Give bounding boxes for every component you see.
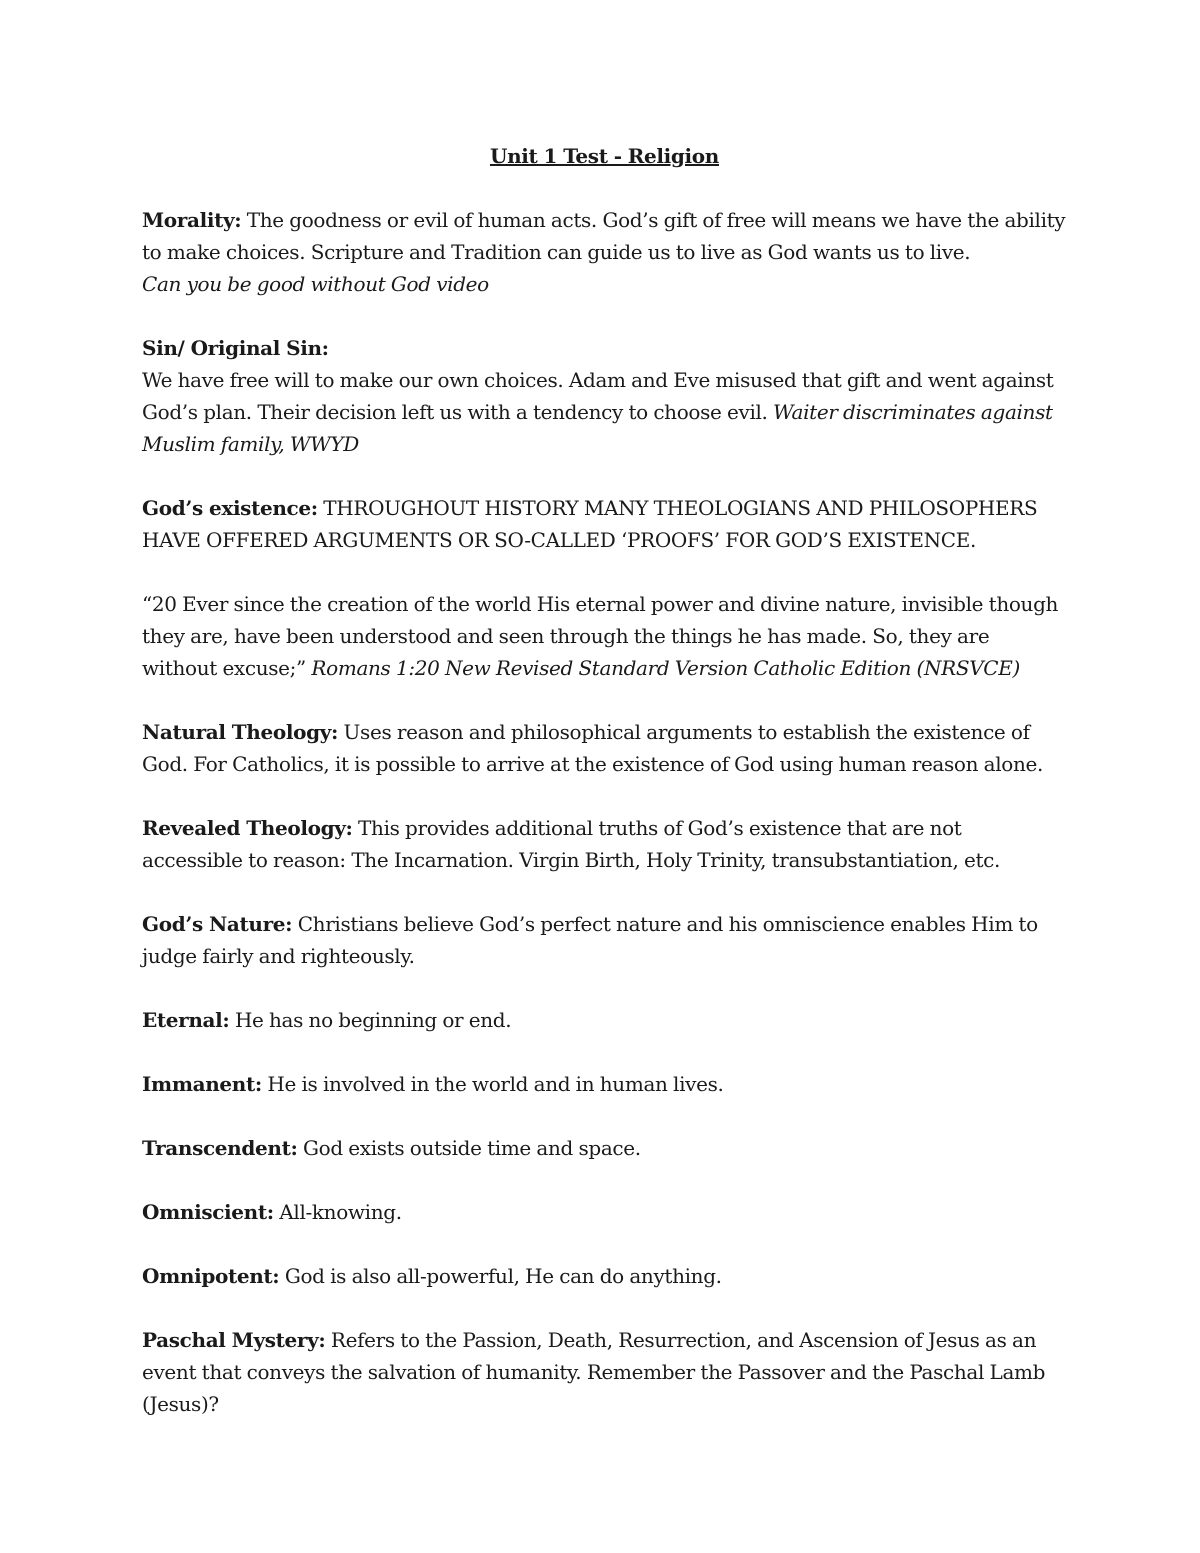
term-omnipotent: Omnipotent: (142, 1264, 280, 1288)
entry-gods-nature (142, 908, 1067, 972)
definition-gods-existence: THROUGHOUT HISTORY MANY THEOLOGIANS AND PHILOSOPHERS HAVE OFFERED ARGUMENTS OR SO-CALLED ‘PROOFS’ FOR GOD’S EXISTENCE. (142, 496, 1038, 552)
term-gods-existence: God’s existence: (142, 496, 318, 520)
term-paschal-mystery: Paschal Mystery: (142, 1328, 326, 1352)
definition-gods-nature: Christians believe God’s perfect nature and his omniscience enables Him to judge fairly and righteously. (142, 912, 1038, 968)
entry-paschal-mystery (142, 1324, 1067, 1420)
definition-paschal-mystery: Refers to the Passion, Death, Resurrection, and Ascension of Jesus as an event that conveys the salvation of humanity. Remember the Passover and the Paschal Lamb (Jesus)? (142, 1328, 1046, 1416)
definition-original-sin: We have free will to make our own choices. Adam and Eve misused that gift and went against God’s plan. Their decision left us with a tendency to choose evil. (142, 368, 1054, 424)
scripture-quote: “20 Ever since the creation of the world His eternal power and divine nature, invisible though they are, have been understood and seen through the things he has made. So, they are without excuse;” (142, 592, 1059, 680)
entry-revealed-theology (142, 812, 1067, 876)
entry-natural-theology (142, 716, 1067, 780)
note-morality: Can you be good without God video (142, 272, 489, 296)
definition-eternal: He has no beginning or end. (229, 1008, 512, 1032)
entry-scripture-quote (142, 588, 1067, 684)
entry-immanent (142, 1068, 1067, 1100)
definition-revealed-theology: This provides additional truths of God’s existence that are not accessible to reason: The Incarnation. Virgin Birth, Holy Trinity, transubstantiation, etc. (142, 816, 1001, 872)
term-gods-nature: God’s Nature: (142, 912, 293, 936)
scripture-citation: Romans 1:20 New Revised Standard Version Catholic Edition (NRSVCE) (305, 656, 1020, 680)
entry-transcendent (142, 1132, 1067, 1164)
definition-natural-theology: Uses reason and philosophical arguments to establish the existence of God. For Catholics, it is possible to arrive at the existence of God using human reason alone. (142, 720, 1043, 776)
term-eternal: Eternal: (142, 1008, 230, 1032)
term-revealed-theology: Revealed Theology: (142, 816, 353, 840)
entry-omniscient (142, 1196, 1067, 1228)
term-natural-theology: Natural Theology: (142, 720, 339, 744)
note-original-sin: Waiter discriminates against Muslim family, WWYD (142, 400, 1053, 456)
term-omniscient: Omniscient: (142, 1200, 274, 1224)
entry-omnipotent (142, 1260, 1067, 1292)
document-page (142, 140, 1067, 1452)
definition-omnipotent: God is also all-powerful, He can do anything. (279, 1264, 722, 1288)
entry-morality (142, 204, 1067, 300)
definition-morality: The goodness or evil of human acts. God’s gift of free will means we have the ability to make choices. Scripture and Tradition can guide us to live as God wants us to live. (142, 208, 1066, 264)
term-transcendent: Transcendent: (142, 1136, 298, 1160)
term-immanent: Immanent: (142, 1072, 262, 1096)
term-original-sin: Sin/ Original Sin: (142, 336, 329, 360)
definition-omniscient: All-knowing. (273, 1200, 402, 1224)
definition-transcendent: God exists outside time and space. (297, 1136, 641, 1160)
entry-original-sin (142, 332, 1067, 460)
entry-eternal (142, 1004, 1067, 1036)
term-morality: Morality: (142, 208, 242, 232)
entry-gods-existence (142, 492, 1067, 556)
document-title: Unit 1 Test - Religion (489, 144, 719, 168)
definition-immanent: He is involved in the world and in human lives. (261, 1072, 724, 1096)
